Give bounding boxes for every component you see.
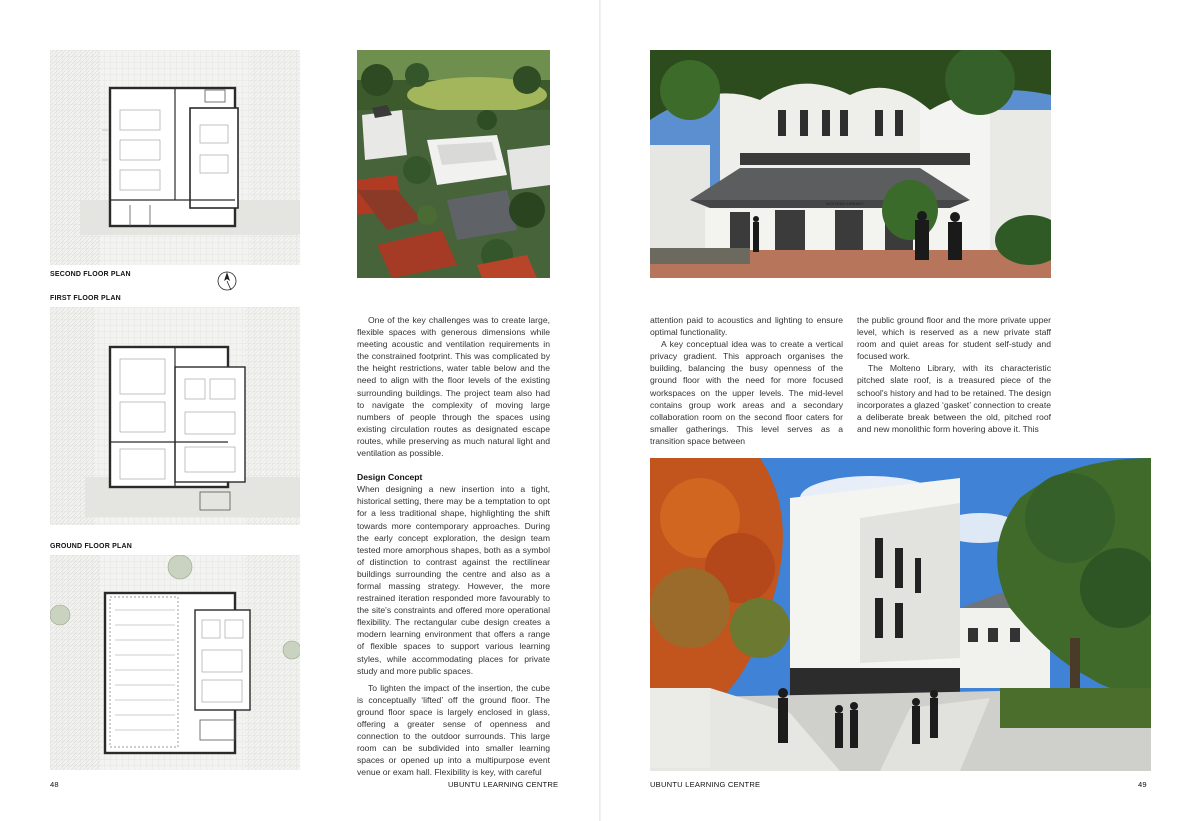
aerial-photo bbox=[357, 50, 550, 278]
page-gutter bbox=[599, 0, 601, 821]
running-title-right: UBUNTU LEARNING CENTRE bbox=[650, 780, 761, 789]
library-entrance-photo bbox=[650, 50, 1051, 278]
courtyard-exterior-photo bbox=[650, 458, 1151, 771]
body-paragraph: attention paid to acoustics and lighting to ensure optimal functionality. bbox=[650, 315, 843, 338]
body-paragraph: When designing a new insertion into a tight, historical setting, there may be a temptation to opt for a less traditional shape, highlighting the shift towards more contemporary approaches. During the early concept exploration, the design team tested more amorphous shapes, both as a symbol of distinction to contrast against the rectilinear buildings surrounding the centre and also as a formal massing strategy. However, the more restrained iteration responded more favourably to the site's constraints and offered more operational flexibility. The rectangular cube design creates a modern learning environment that offers a range of flexible spaces to support various learning styles, while accommodating places for private study and more public spaces. bbox=[357, 484, 550, 676]
second-floor-plan-drawing bbox=[50, 50, 300, 265]
body-paragraph: To lighten the impact of the insertion, the cube is conceptually ‘lifted’ off the ground floor. The ground floor space is largely enclosed in glass, offering a greater sense of openness and connection to the outdoor surrounds. This large room can be subdivided into smaller learning spaces or opened up into a multipurpose event venue or exam hall. Flexibility is key, with careful bbox=[357, 682, 550, 778]
body-paragraph: A key conceptual idea was to create a vertical privacy gradient. This approach organises the building, balancing the busy openness of the ground floor with the need for more focused workspaces on the upper levels. The mid-level contains group work areas and a secondary collaboration room on the second floor caters for smaller gatherings. This level serves as a transition space between bbox=[650, 339, 843, 446]
right-body-text-column-1 bbox=[650, 314, 843, 447]
page-number-right: 49 bbox=[1138, 780, 1147, 789]
north-arrow-icon bbox=[216, 270, 238, 292]
body-paragraph: The Molteno Library, with its characteristic pitched slate roof, is a treasured piece of the school's history and had to be retained. The design incorporates a glazed ‘gasket’ connection to create a deliberate break between the old, pitched roof and new monolithic form hovering above it. This bbox=[857, 363, 1052, 434]
section-heading: Design Concept bbox=[357, 472, 423, 483]
first-floor-plan-drawing bbox=[50, 307, 300, 525]
right-body-text-column-2 bbox=[857, 314, 1051, 435]
page-number-left: 48 bbox=[50, 780, 59, 789]
body-paragraph: One of the key challenges was to create large, flexible spaces with generous dimensions while meeting acoustic and ventilation requirements in the constrained footprint. This was complicated by the height restrictions, water table below and the need to align with the floor levels of the existing surrounding buildings. The project team also had to navigate the complexity of moving large numbers of people through the spaces using existing circulation routes as designated escape routes, while preserving as much natural light and ventilation as possible. bbox=[357, 315, 550, 459]
plan-label-first-floor: FIRST FLOOR PLAN bbox=[50, 295, 121, 302]
plan-label-ground-floor: GROUND FLOOR PLAN bbox=[50, 543, 132, 550]
running-title-left: UBUNTU LEARNING CENTRE bbox=[448, 780, 559, 789]
left-body-text-column bbox=[357, 314, 550, 778]
ground-floor-plan-drawing bbox=[50, 555, 300, 770]
body-paragraph: the public ground floor and the more private upper level, which is reserved as a new private staff room and quiet areas for student self-study and focused work. bbox=[857, 315, 1051, 362]
library-sign: MOLTENO LIBRARY bbox=[826, 201, 864, 206]
plan-label-second-floor: SECOND FLOOR PLAN bbox=[50, 271, 131, 278]
